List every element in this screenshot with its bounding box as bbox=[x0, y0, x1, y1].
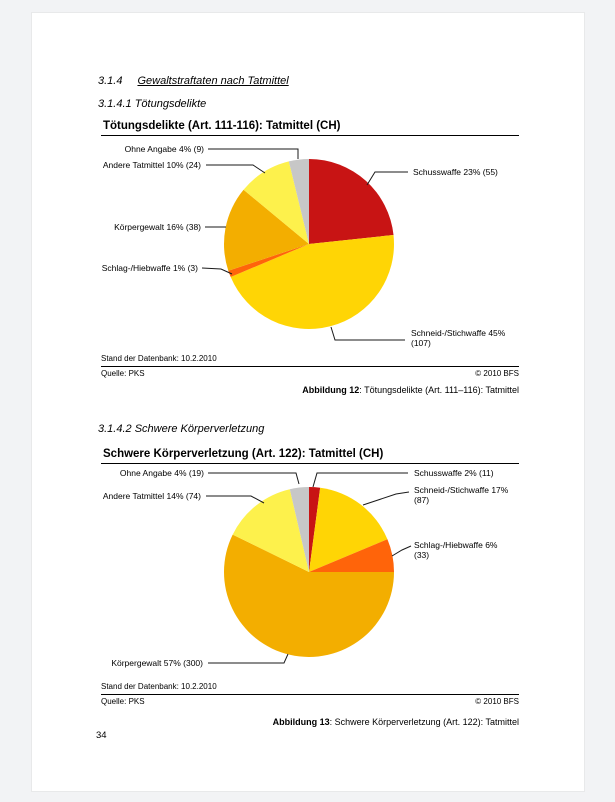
leader-line-schusswaffe bbox=[367, 172, 408, 185]
source-row bbox=[101, 697, 519, 706]
chart-block-koerperverletzung bbox=[101, 446, 519, 738]
source-label: Quelle: PKS bbox=[101, 369, 145, 378]
section-title: Gewaltstraftaten nach Tatmittel bbox=[137, 75, 289, 87]
copyright-label: © 2010 BFS bbox=[475, 369, 519, 378]
figure-caption-text: : Schwere Körperverletzung (Art. 122): Tatmittel bbox=[329, 717, 519, 727]
pie-chart-koerperverletzung bbox=[101, 463, 519, 676]
copyright-label: © 2010 BFS bbox=[475, 697, 519, 706]
pie-chart-toetungsdelikte bbox=[101, 139, 519, 349]
figure-number: Abbildung 12 bbox=[302, 385, 360, 395]
leader-line-ohne-angabe bbox=[208, 473, 299, 484]
figure-number: Abbildung 13 bbox=[272, 717, 330, 727]
slice-label-koerpergewalt: Körpergewalt 16% (38) bbox=[114, 222, 201, 232]
slice-label-schlag-hiebwaffe: Schlag-/Hiebwaffe 6% (33) bbox=[414, 540, 498, 560]
slice-label-schneid-stichwaffe: Schneid-/Stichwaffe 17% (87) bbox=[414, 485, 509, 505]
leader-line-schusswaffe bbox=[313, 473, 408, 487]
leader-line-ohne-angabe bbox=[208, 149, 298, 159]
leader-line-schneid-stichwaffe bbox=[363, 492, 409, 505]
slice-label-andere-tatmittel: Andere Tatmittel 10% (24) bbox=[102, 160, 201, 170]
section-number: 3.1.4 bbox=[98, 75, 123, 87]
figure-caption-text: : Tötungsdelikte (Art. 111–116): Tatmittel bbox=[359, 385, 519, 395]
subsection-heading-koerperverletzung: 3.1.4.2 Schwere Körperverletzung bbox=[98, 423, 265, 435]
leader-line-koerpergewalt bbox=[208, 654, 288, 663]
document-page bbox=[31, 12, 585, 792]
leader-line-schlag-hiebwaffe bbox=[392, 546, 411, 556]
slice-label-koerpergewalt: Körpergewalt 57% (300) bbox=[111, 658, 203, 668]
slice-label-schneid-stichwaffe: Schneid-/Stichwaffe 45% (107) bbox=[411, 328, 506, 348]
source-row bbox=[101, 369, 519, 378]
chart-block-toetungsdelikte bbox=[101, 118, 519, 410]
slice-label-andere-tatmittel: Andere Tatmittel 14% (74) bbox=[102, 491, 201, 501]
slice-label-ohne-angabe: Ohne Angabe 4% (9) bbox=[124, 144, 204, 154]
leader-line-schlag-hiebwaffe bbox=[202, 268, 232, 274]
chart-title: Tötungsdelikte (Art. 111-116): Tatmittel (CH) bbox=[101, 118, 519, 136]
slice-label-schusswaffe: Schusswaffe 23% (55) bbox=[413, 167, 498, 177]
source-label: Quelle: PKS bbox=[101, 697, 145, 706]
database-status: Stand der Datenbank: 10.2.2010 bbox=[101, 354, 519, 367]
leader-line-andere-tatmittel bbox=[206, 496, 264, 503]
subsection-heading-toetungsdelikte: 3.1.4.1 Tötungsdelikte bbox=[98, 98, 207, 110]
section-heading bbox=[98, 75, 289, 87]
leader-line-schneid-stichwaffe bbox=[331, 327, 405, 340]
database-status: Stand der Datenbank: 10.2.2010 bbox=[101, 682, 519, 695]
figure-caption bbox=[101, 717, 519, 727]
figure-caption bbox=[101, 385, 519, 395]
page-number: 34 bbox=[96, 730, 107, 741]
leader-line-andere-tatmittel bbox=[206, 165, 265, 173]
slice-label-ohne-angabe: Ohne Angabe 4% (19) bbox=[119, 468, 204, 478]
slice-label-schlag-hiebwaffe: Schlag-/Hiebwaffe 1% (3) bbox=[101, 263, 198, 273]
slice-label-schusswaffe: Schusswaffe 2% (11) bbox=[414, 468, 494, 478]
chart-title: Schwere Körperverletzung (Art. 122): Tatmittel (CH) bbox=[101, 446, 519, 464]
